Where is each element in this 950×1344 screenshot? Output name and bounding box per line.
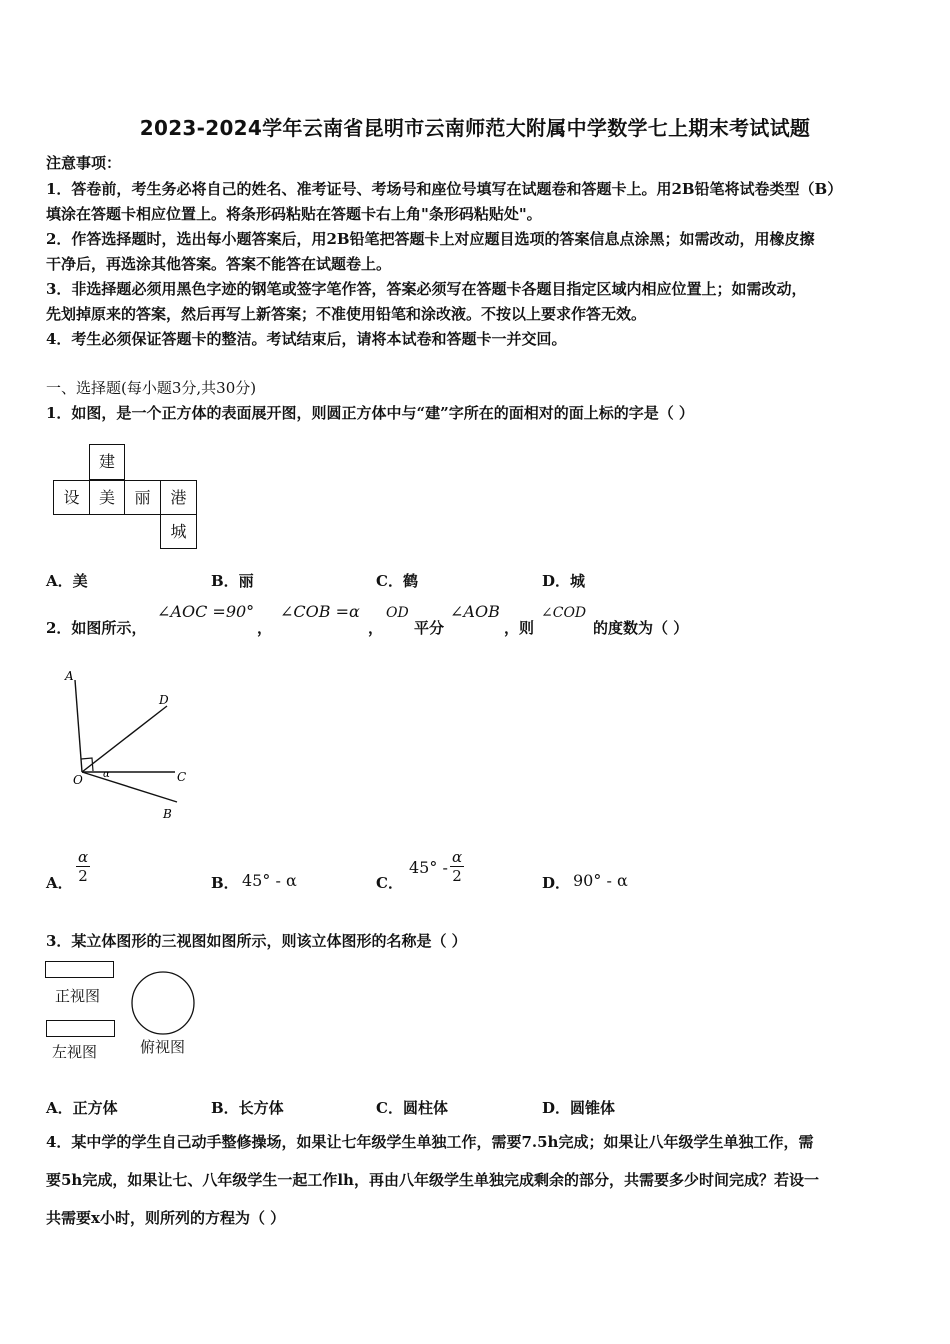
- option-a: A．美: [46, 572, 88, 590]
- notice-line: 4．考生必须保证答题卡的整洁。考试结束后，请将本试卷和答题卡一并交回。: [46, 330, 567, 348]
- option-d: D．圆锥体: [542, 1099, 616, 1117]
- net-cell: 城: [160, 514, 197, 549]
- net-cell: 设: [53, 480, 90, 515]
- net-cell: 美: [89, 480, 125, 515]
- question-4-line: 4．某中学的学生自己动手整修操场，如果让七年级学生单独工作，需要7.5h完成；如果让八年级学生单独工作，需: [46, 1133, 814, 1151]
- option-b-label: B．: [211, 874, 239, 892]
- option-c-label: C．: [376, 874, 403, 892]
- option-c: C．鹤: [376, 572, 418, 590]
- ray-oa: [75, 680, 82, 772]
- page-title: 2023-2024学年云南省昆明市云南师范大附属中学数学七上期末考试试题: [139, 116, 811, 140]
- notice-line: 3．非选择题必须用黑色字迹的钢笔或签字笔作答，答案必须写在答题卡各题目指定区域内相应位置上；如需改动，: [46, 280, 807, 298]
- top-view-label: 俯视图: [140, 1038, 186, 1056]
- option-a: A．正方体: [46, 1099, 118, 1117]
- option-c: C．圆柱体: [376, 1099, 448, 1117]
- question-2-stem-prefix: 2．如图所示，: [46, 619, 147, 637]
- side-view-label: 左视图: [52, 1043, 98, 1061]
- fig-label: α: [103, 769, 110, 780]
- notice-line: 干净后，再选涂其他答案。答案不能答在试题卷上。: [46, 255, 392, 273]
- notice-heading: 注意事项：: [46, 154, 122, 172]
- option-d: D．城: [542, 572, 586, 590]
- fraction-numerator: α: [78, 848, 89, 866]
- math-angle-cod: ∠COD: [541, 605, 587, 621]
- top-view-circle: [130, 970, 196, 1036]
- question-2-text: 平分: [414, 619, 445, 637]
- notice-line: 2．作答选择题时，选出每小题答案后，用2B铅笔把答题卡上对应题目选项的答案信息点涂黑；如需改动，用橡皮擦: [46, 230, 815, 248]
- option-d-label: D．: [542, 874, 571, 892]
- notice-line: 1．答卷前，考生务必将自己的姓名、准考证号、考场号和座位号填写在试题卷和答题卡上。用2B铅笔将试卷类型（B）: [46, 180, 843, 198]
- side-view-rect: [46, 1020, 115, 1037]
- net-cell: 港: [160, 480, 197, 515]
- front-view-rect: [45, 961, 114, 978]
- math-angle-cob: ∠COB =α: [280, 602, 360, 621]
- option-b: B．长方体: [211, 1099, 284, 1117]
- fraction-numerator: α: [452, 848, 463, 866]
- fig-label: D: [159, 693, 169, 707]
- punctuation: ，: [257, 619, 273, 637]
- fig-label: B: [163, 807, 172, 821]
- fraction-denominator: 2: [76, 866, 90, 885]
- question-4-line: 要5h完成，如果让七、八年级学生一起工作lh，再由八年级学生单独完成剩余的部分，共需要多少时间完成？若设一: [46, 1171, 819, 1189]
- option-a-fraction: [76, 848, 90, 885]
- ray-od: [82, 706, 167, 772]
- fig-label: C: [177, 770, 187, 784]
- question-1-stem: 1．如图，是一个正方体的表面展开图，则圆正方体中与“建”字所在的面相对的面上标的字是（ ）: [46, 404, 694, 422]
- option-c-fraction: [450, 848, 464, 885]
- option-a-label: A．: [46, 874, 73, 892]
- option-d-expr: 90° - α: [573, 871, 628, 890]
- notice-line: 填涂在答题卡相应位置上。将条形码粘贴在答题卡右上角"条形码粘贴处"。: [46, 205, 542, 223]
- ray-ob: [82, 772, 177, 802]
- front-view-label: 正视图: [55, 987, 101, 1005]
- fig-label: O: [73, 773, 83, 787]
- net-cell: 建: [89, 444, 125, 480]
- fraction-denominator: 2: [450, 866, 464, 885]
- option-c-expr: 45° -: [409, 858, 448, 877]
- option-b-expr: 45° - α: [242, 871, 297, 890]
- question-2-stem-suffix: 的度数为（ ）: [593, 619, 689, 637]
- math-angle-aoc: ∠AOC =90°: [157, 602, 255, 621]
- punctuation: ，: [368, 619, 384, 637]
- option-b: B．丽: [211, 572, 254, 590]
- notice-line: 先划掉原来的答案，然后再写上新答案；不准使用铅笔和涂改液。不按以上要求作答无效。: [46, 305, 647, 323]
- question-2-text: ，则: [504, 619, 535, 637]
- net-cell: 丽: [124, 480, 161, 515]
- question-4-line: 共需要x小时，则所列的方程为（ ）: [46, 1209, 286, 1227]
- math-od: OD: [386, 605, 409, 621]
- angle-figure: [55, 660, 205, 825]
- math-angle-aob: ∠AOB: [450, 602, 500, 621]
- question-3-stem: 3．某立体图形的三视图如图所示，则该立体图形的名称是（ ）: [46, 932, 467, 950]
- section-heading: 一、选择题(每小题3分,共30分): [46, 379, 257, 397]
- fig-label: A: [65, 669, 74, 683]
